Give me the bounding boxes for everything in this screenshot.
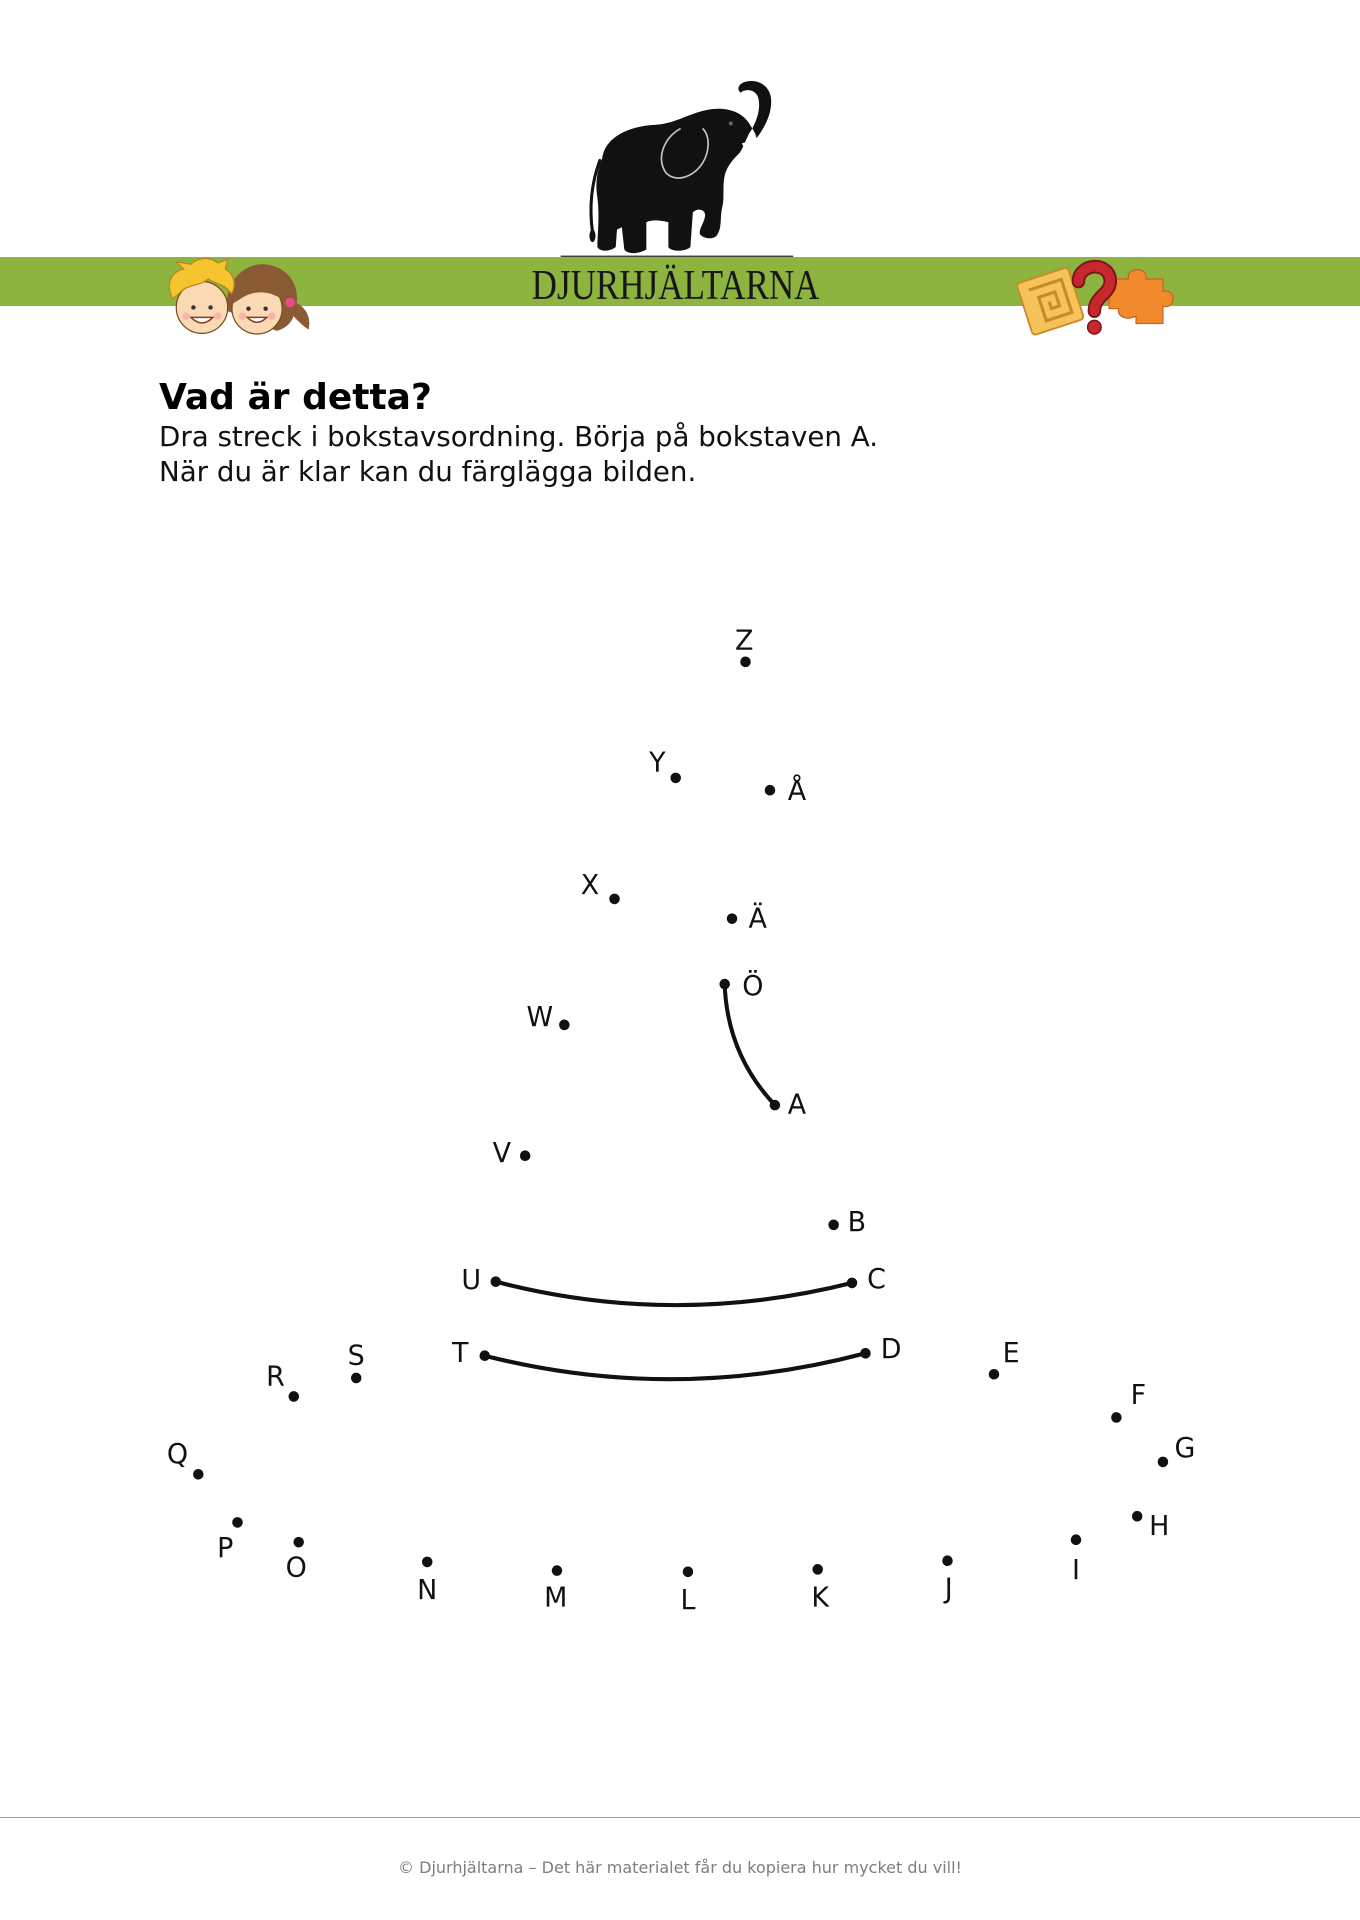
- footer-copyright: © Djurhjältarna – Det här materialet får du kopiera hur mycket du vill!: [398, 1858, 962, 1877]
- dot-point: [942, 1555, 953, 1604]
- dot-label: X: [580, 869, 600, 901]
- dot-point: [989, 1338, 1020, 1380]
- dot-point: [770, 1090, 807, 1121]
- brand-name: [0, 265, 1356, 307]
- dot: [942, 1555, 953, 1566]
- dot: [670, 773, 681, 784]
- dot: [828, 1220, 839, 1231]
- drawn-lines: [485, 984, 866, 1379]
- dot-label: P: [217, 1532, 234, 1565]
- dot-point: [1158, 1433, 1196, 1467]
- dot-label: G: [1174, 1432, 1196, 1465]
- dot-label: R: [266, 1361, 285, 1393]
- elephant-icon: [589, 81, 776, 253]
- dot-point: [727, 902, 768, 934]
- dot-point: [493, 1138, 531, 1169]
- dot: [765, 785, 776, 796]
- dot-label: N: [417, 1574, 438, 1607]
- dot-point: [461, 1265, 501, 1296]
- dot-label: E: [1002, 1337, 1020, 1369]
- dot-label: H: [1149, 1510, 1170, 1542]
- dot-point: [860, 1334, 901, 1365]
- dot-point: [348, 1340, 365, 1383]
- dot-point: [527, 1002, 570, 1033]
- dot: [351, 1373, 362, 1384]
- instructions: [159, 420, 878, 489]
- dot-point: [217, 1517, 243, 1564]
- dot: [1111, 1412, 1122, 1423]
- dot-point: [847, 1264, 886, 1295]
- dot: [989, 1369, 1000, 1380]
- dot-point: [648, 748, 681, 784]
- instruction-line: Dra streck i bokstavsordning. Börja på bokstaven A.: [159, 420, 879, 453]
- dot-label: W: [526, 1001, 554, 1034]
- dot-point: [286, 1537, 307, 1584]
- dot-label: K: [811, 1582, 829, 1614]
- dot-label: Ö: [742, 971, 764, 1003]
- drawn-line: [496, 1282, 852, 1305]
- dot: [740, 657, 751, 668]
- dot: [232, 1517, 243, 1528]
- dot-label: B: [847, 1206, 867, 1239]
- dot-label: I: [1072, 1555, 1080, 1587]
- dot: [1158, 1457, 1169, 1468]
- dot: [520, 1150, 531, 1161]
- dot: [683, 1566, 694, 1577]
- dot-label: Y: [649, 747, 666, 779]
- dot: [479, 1350, 490, 1361]
- dot-label: M: [544, 1582, 568, 1614]
- dot-label: Q: [166, 1439, 189, 1471]
- dot-point: [417, 1557, 437, 1606]
- dot: [559, 1020, 570, 1031]
- instruction-line: När du är klar kan du färglägga bilden.: [159, 454, 697, 488]
- dot-point: [811, 1564, 830, 1613]
- dot-label: F: [1130, 1379, 1147, 1411]
- dot-label: T: [452, 1337, 469, 1369]
- dot-point: [266, 1361, 299, 1402]
- dot-to-dot: [167, 625, 1195, 1616]
- dot: [491, 1276, 502, 1287]
- dot-point: [735, 625, 753, 667]
- dot: [552, 1565, 563, 1576]
- dot-label: A: [787, 1089, 807, 1121]
- dot: [422, 1557, 433, 1568]
- page-title: Vad är detta?: [159, 377, 432, 418]
- dot: [727, 913, 738, 924]
- dot-label: L: [680, 1584, 696, 1616]
- brand-name-text: DJURHJÄLTARNA: [532, 263, 820, 309]
- dot: [1132, 1511, 1143, 1522]
- dot-point: [765, 775, 807, 807]
- dot-label: J: [944, 1573, 953, 1605]
- dot-point: [167, 1439, 204, 1480]
- dot-label: U: [461, 1264, 482, 1297]
- dot-label: S: [347, 1340, 365, 1372]
- dot: [609, 894, 620, 905]
- dot-point: [1132, 1511, 1169, 1542]
- dot-label: V: [492, 1137, 512, 1169]
- dot-label: Ä: [748, 903, 767, 935]
- dot: [289, 1391, 300, 1402]
- dot: [770, 1100, 781, 1111]
- dot-point: [451, 1338, 490, 1369]
- dot-point: [1111, 1380, 1146, 1423]
- footer-divider: [0, 1817, 1360, 1818]
- dot-point: [680, 1566, 695, 1615]
- dot-point: [544, 1565, 567, 1613]
- dot-point: [1071, 1534, 1082, 1586]
- dot: [193, 1469, 204, 1480]
- dot-point: [828, 1207, 866, 1238]
- dot-label: C: [867, 1263, 886, 1295]
- dot-point: [581, 870, 620, 904]
- dot: [293, 1537, 304, 1548]
- dot: [719, 979, 730, 990]
- dot: [1071, 1534, 1082, 1545]
- dot-label: Z: [735, 625, 754, 657]
- dot-label: Å: [787, 775, 807, 808]
- dot-label: O: [285, 1552, 307, 1584]
- dot: [860, 1348, 871, 1359]
- dot: [812, 1564, 823, 1575]
- dot-label: D: [880, 1334, 902, 1366]
- dot: [847, 1278, 858, 1289]
- drawn-line: [485, 1353, 866, 1379]
